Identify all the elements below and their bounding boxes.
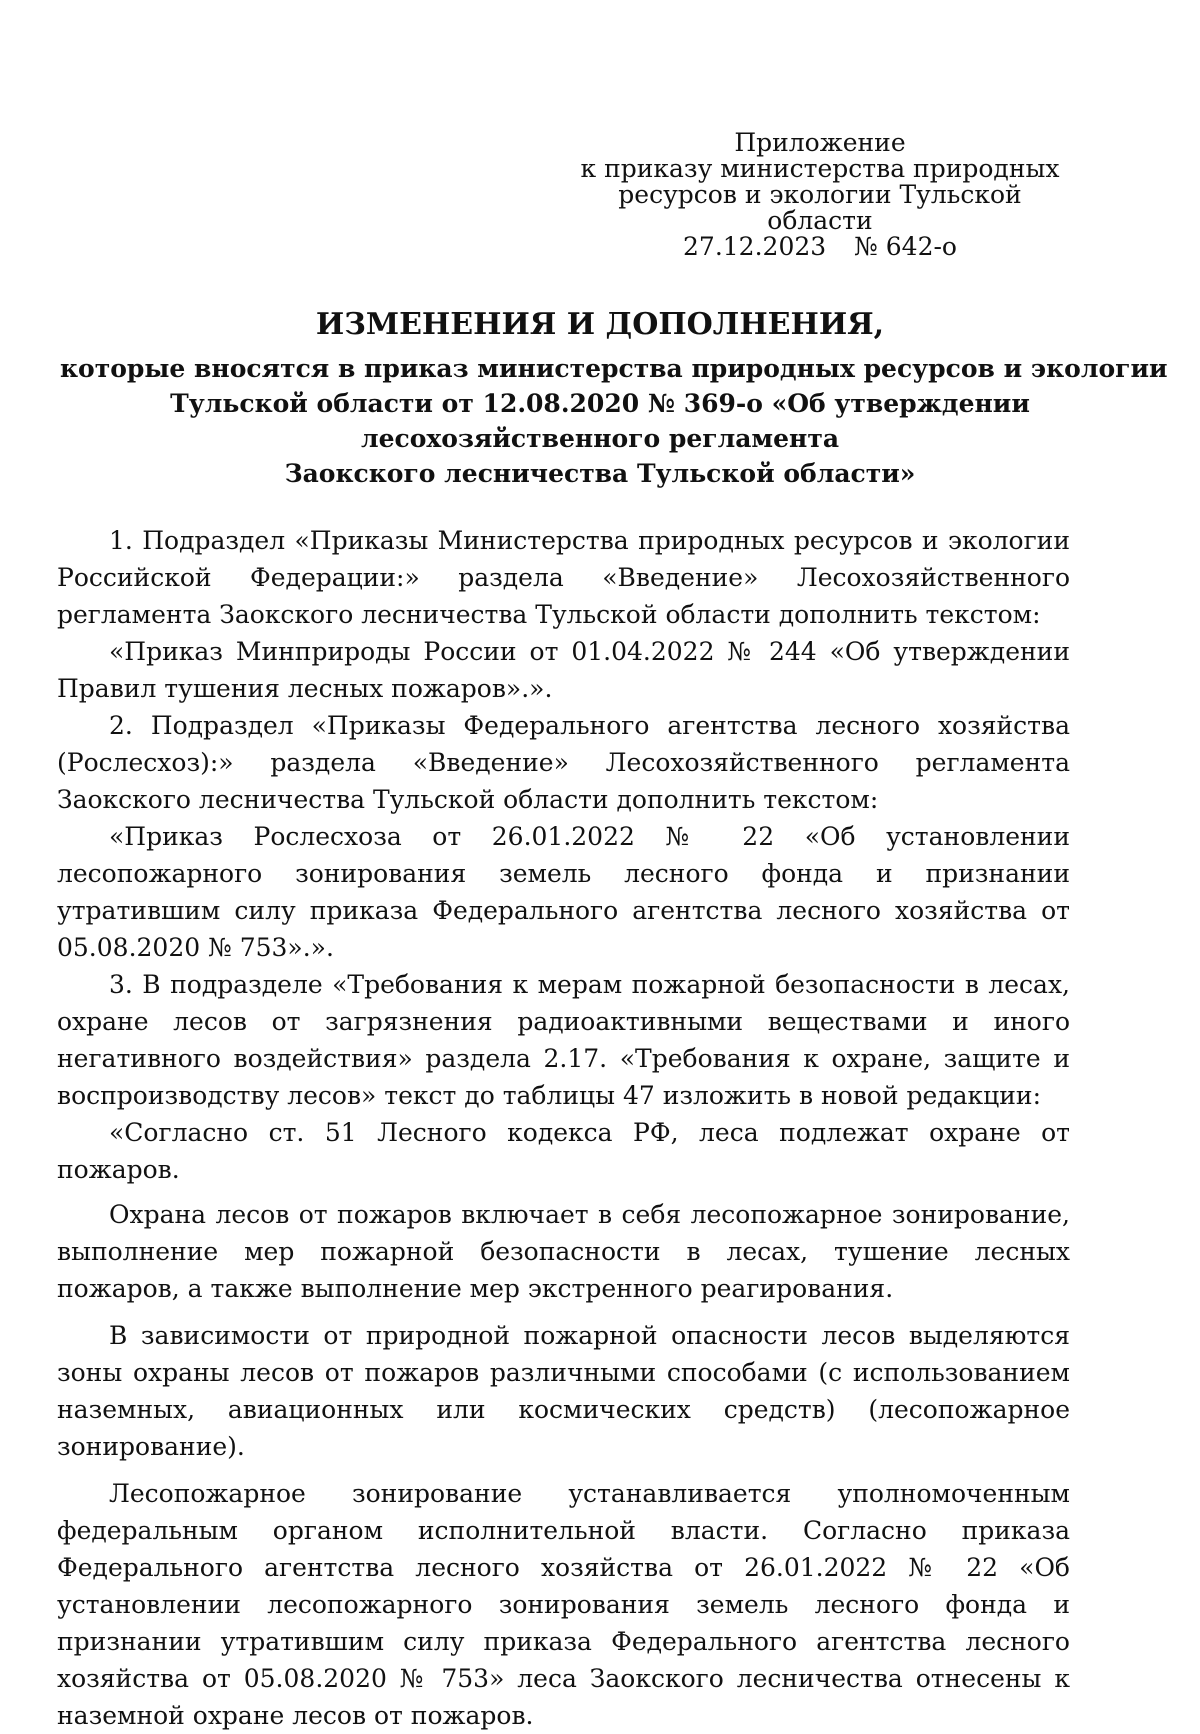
appendix-number: № 642-о <box>854 232 957 261</box>
title-sub-line-1: которые вносятся в приказ министерства природных ресурсов и экологии <box>60 354 1168 383</box>
appendix-date-number <box>560 234 1080 260</box>
appendix-line-1: к приказу министерства природных <box>580 154 1060 183</box>
title-subtitle <box>60 351 1168 491</box>
title-sub-line-4: Заокского лесничества Тульской области» <box>284 459 916 488</box>
appendix-label: Приложение <box>734 128 906 157</box>
appendix-header <box>560 130 1080 260</box>
paragraph-quote-3: «Согласно ст. 51 Лесного кодекса РФ, леса подлежат охране от пожаров. <box>57 1118 1070 1184</box>
document-body <box>57 522 1070 1734</box>
title-sub-line-3: лесохозяйственного регламента <box>360 424 840 453</box>
appendix-line-3: области <box>767 206 873 235</box>
paragraph-fire-protection: Охрана лесов от пожаров включает в себя лесопожарное зонирование, выполнение мер пожарной безопасности в лесах, тушение лесных пожаров, а также выполнение мер экстренного реагирования. <box>57 1200 1070 1303</box>
paragraph-item-1: 1. Подраздел «Приказы Министерства природных ресурсов и экологии Российской Федерации:» раздела «Введение» Лесохозяйственного регламента Заокского лесничества Тульской области дополнить текстом: <box>57 526 1070 629</box>
paragraph-quote-2: «Приказ Рослесхоза от 26.01.2022 № 22 «Об установлении лесопожарного зонирования земель лесного фонда и признании утратившим силу приказа Федерального агентства лесного хозяйства от 05.08.2020 № 753».». <box>57 822 1070 962</box>
paragraph-quote-1: «Приказ Минприроды России от 01.04.2022 № 244 «Об утверждении Правил тушения лесных пожаров».». <box>57 637 1070 703</box>
paragraph-item-2: 2. Подраздел «Приказы Федерального агентства лесного хозяйства (Рослесхоз):» раздела «Введение» Лесохозяйственного регламента Заокского лесничества Тульской области дополнить текстом: <box>57 711 1070 814</box>
paragraph-zoning: Лесопожарное зонирование устанавливается уполномоченным федеральным органом исполнительной власти. Согласно приказа Федерального агентства лесного хозяйства от 26.01.2022 № 22 «Об установлении лесопожарного зонирования земель лесного фонда и признании утратившим силу приказа Федерального агентства лесного хозяйства от 05.08.2020 № 753» леса Заокского лесничества отнесены к наземной охране лесов от пожаров. <box>57 1479 1070 1730</box>
document-title <box>60 305 1168 491</box>
appendix-line-2: ресурсов и экологии Тульской <box>618 180 1022 209</box>
appendix-date: 27.12.2023 <box>683 232 827 261</box>
title-sub-line-2: Тульской области от 12.08.2020 № 369-о «Об утверждении <box>170 389 1030 418</box>
paragraph-zones: В зависимости от природной пожарной опасности лесов выделяются зоны охраны лесов от пожаров различными способами (с использованием наземных, авиационных или космических средств) (лесопожарное зонирование). <box>57 1321 1070 1461</box>
paragraph-item-3: 3. В подразделе «Требования к мерам пожарной безопасности в лесах, охране лесов от загрязнения радиоактивными веществами и иного негативного воздействия» раздела 2.17. «Требования к охране, защите и воспроизводству лесов» текст до таблицы 47 изложить в новой редакции: <box>57 970 1070 1110</box>
title-main: ИЗМЕНЕНИЯ И ДОПОЛНЕНИЯ, <box>315 307 885 342</box>
